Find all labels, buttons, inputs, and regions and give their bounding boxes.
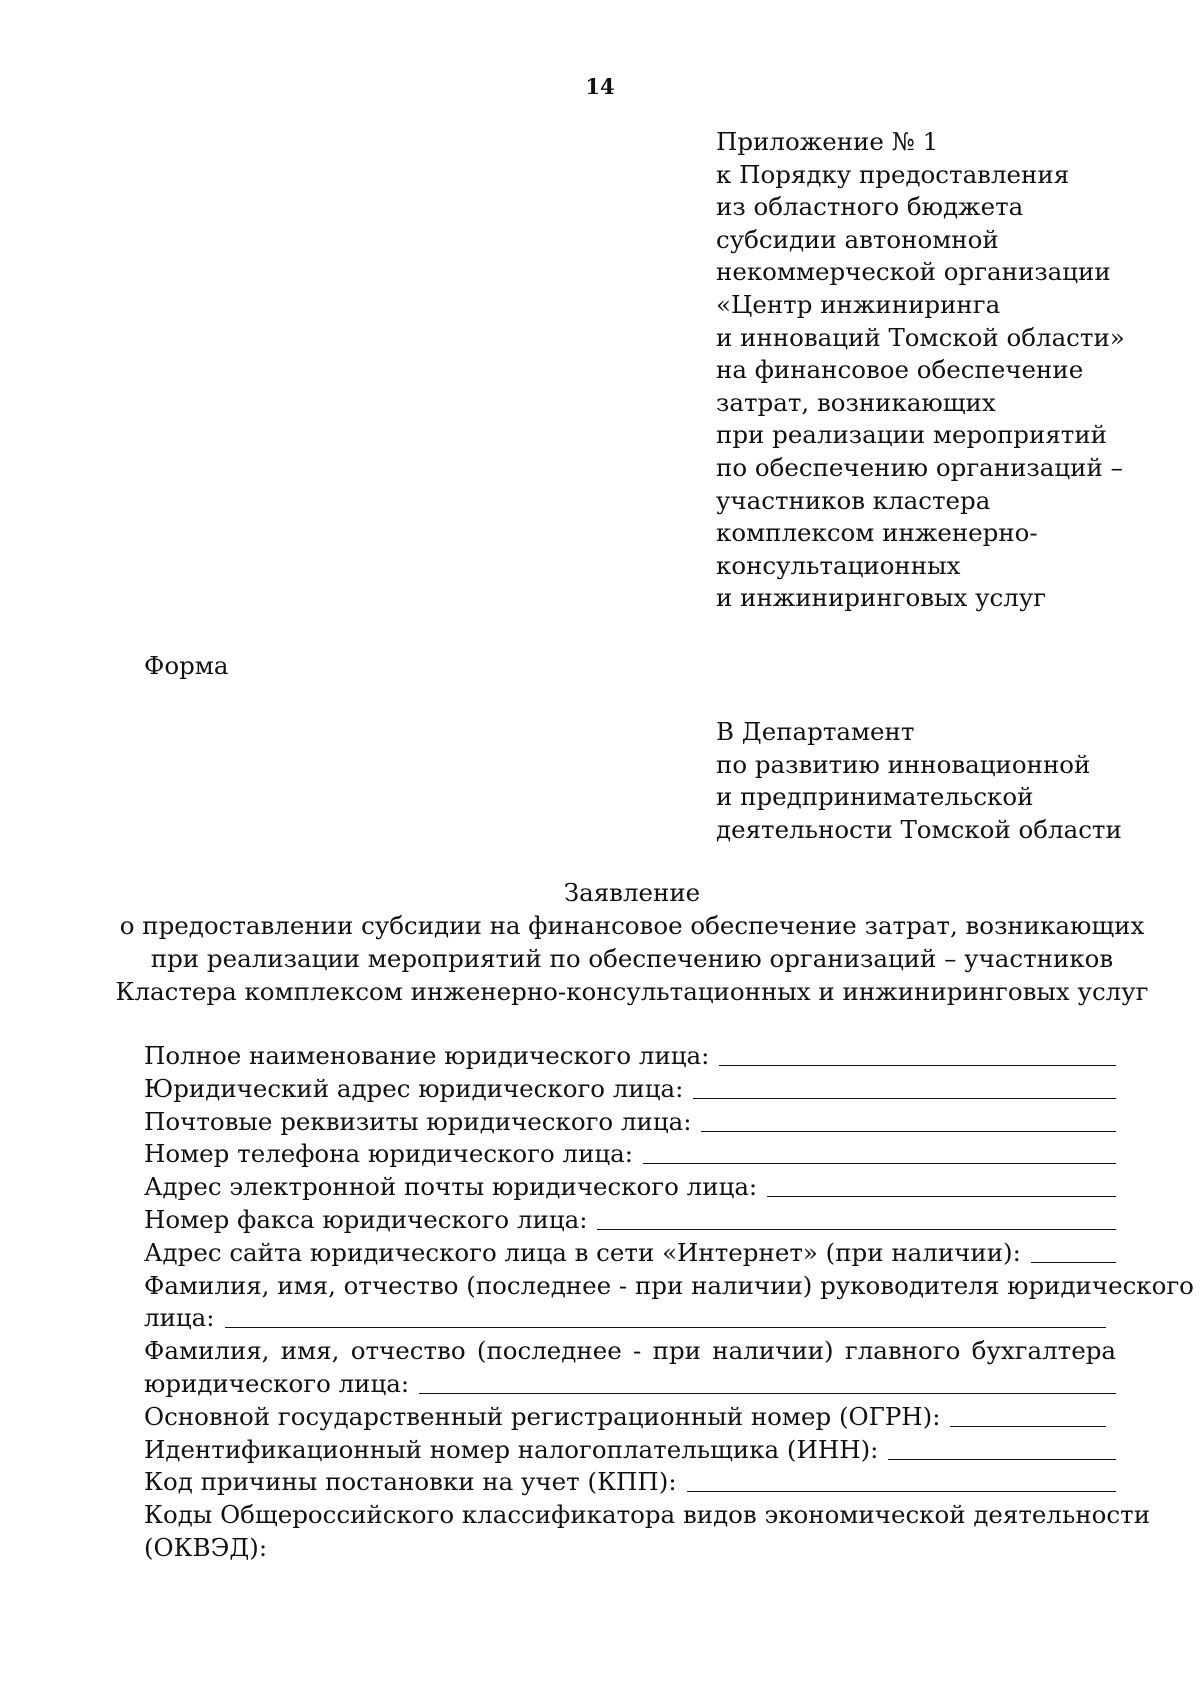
field-label: Код причины постановки на учет (КПП): (144, 1467, 677, 1497)
legal-address-blank[interactable] (693, 1098, 1116, 1099)
title-line: при реализации мероприятий по обеспечению организаций – участников (150, 944, 1114, 973)
accountant-blank[interactable] (419, 1393, 1116, 1394)
field-label: Основной государственный регистрационный номер (ОГРН): (144, 1401, 941, 1431)
fax-blank[interactable] (597, 1229, 1116, 1230)
field-website (144, 1237, 1116, 1270)
field-accountant (144, 1368, 1116, 1401)
field-label: Адрес сайта юридического лица в сети «Интернет» (при наличии): (144, 1237, 1021, 1267)
title-line: Кластера комплексом инженерно-консультационных и инжиниринговых услуг (115, 977, 1149, 1006)
appendix-line: комплексом инженерно- (716, 518, 1038, 548)
field-label: Полное наименование юридического лица: (144, 1041, 710, 1070)
field-label: Юридический адрес юридического лица: (144, 1073, 684, 1103)
title-line: о предоставлении субсидии на финансовое обеспечение затрат, возникающих (119, 911, 1145, 940)
appendix-line: из областного бюджета (716, 192, 1024, 222)
field-accountant-label: Фамилия, имя, отчество (последнее - при наличии) главного бухгалтера (144, 1336, 1116, 1366)
addressee-block (716, 716, 1122, 846)
full-name-blank[interactable] (719, 1065, 1116, 1066)
field-head-name-label: Фамилия, имя, отчество (последнее - при наличии) руководителя юридического (144, 1270, 1194, 1300)
field-label: Почтовые реквизиты юридического лица: (144, 1106, 692, 1136)
addressee-line: по развитию инновационной (716, 749, 1091, 779)
field-email (144, 1171, 1116, 1204)
addressee-line: и предпринимательской (716, 782, 1034, 812)
postal-details-blank[interactable] (701, 1131, 1116, 1132)
appendix-line: «Центр инжиниринга (716, 289, 1001, 319)
appendix-line: Приложение № 1 (716, 127, 939, 156)
appendix-line: и инжиниринговых услуг (716, 583, 1047, 613)
field-label: Адрес электронной почты юридического лица: (144, 1172, 758, 1202)
appendix-line: к Порядку предоставления (716, 159, 1070, 189)
field-legal-address (144, 1073, 1116, 1106)
field-kpp (144, 1466, 1116, 1499)
appendix-line: по обеспечению организаций – (716, 452, 1123, 482)
addressee-line: В Департамент (716, 717, 915, 746)
field-okved-label: Коды Общероссийского классификатора видов экономической деятельности (144, 1500, 1151, 1530)
kpp-blank[interactable] (687, 1491, 1116, 1492)
head-name-blank[interactable] (225, 1327, 1106, 1328)
field-inn (144, 1434, 1116, 1467)
field-label: Номер телефона юридического лица: (144, 1139, 634, 1169)
field-label: юридического лица: (144, 1368, 410, 1398)
page-number: 14 (585, 74, 615, 99)
appendix-line: субсидии автономной (716, 224, 999, 254)
appendix-line: участников кластера (716, 485, 991, 515)
field-label: лица: (144, 1303, 215, 1333)
appendix-line: на финансовое обеспечение (716, 355, 1084, 385)
application-fields (144, 1040, 1194, 1565)
form-label: Форма (144, 651, 229, 680)
email-blank[interactable] (767, 1196, 1116, 1197)
field-phone (144, 1138, 1116, 1171)
appendix-line: консультационных (716, 550, 961, 580)
field-postal-details (144, 1106, 1116, 1139)
appendix-line: и инноваций Томской области» (716, 322, 1125, 352)
phone-blank[interactable] (643, 1163, 1116, 1164)
ogrn-blank[interactable] (950, 1426, 1106, 1427)
appendix-line: некоммерческой организации (716, 257, 1111, 287)
field-ogrn (144, 1401, 1116, 1434)
inn-blank[interactable] (888, 1459, 1116, 1460)
field-fax (144, 1204, 1116, 1237)
field-okved-label-end: (ОКВЭД): (144, 1532, 268, 1562)
field-label: Идентификационный номер налогоплательщика (ИНН): (144, 1434, 879, 1464)
field-label: Номер факса юридического лица: (144, 1204, 588, 1234)
website-blank[interactable] (1031, 1262, 1116, 1263)
document-title (100, 876, 1164, 1008)
field-full-name (144, 1040, 1116, 1073)
title-heading: Заявление (563, 878, 701, 907)
appendix-line: при реализации мероприятий (716, 420, 1107, 450)
field-head-name (144, 1302, 1116, 1335)
appendix-line: затрат, возникающих (716, 387, 996, 417)
appendix-header (716, 126, 1125, 615)
addressee-line: деятельности Томской области (716, 814, 1122, 844)
